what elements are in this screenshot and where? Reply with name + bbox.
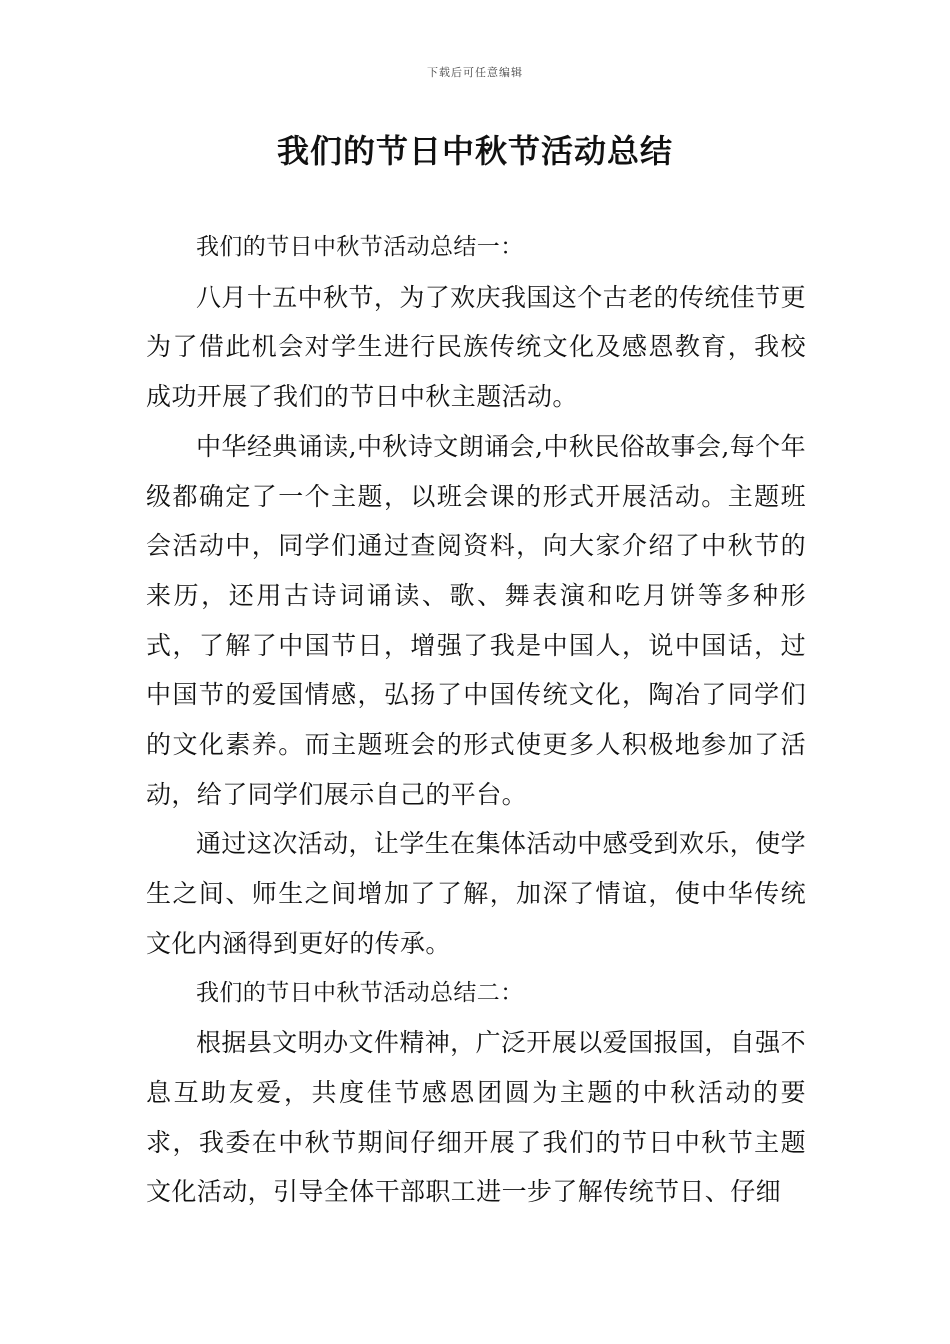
- section-heading-2: 我们的节日中秋节活动总结二：: [196, 979, 524, 1006]
- paragraph: 通过这次活动，让学生在集体活动中感受到欢乐，使学生之间、师生之间增加了了解，加深了情谊，使中华传统文化内涵得到更好的传承。: [146, 829, 806, 958]
- paragraph: 八月十五中秋节，为了欢庆我国这个古老的传统佳节更为了借此机会对学生进行民族传统文化及感恩教育，我校成功开展了我们的节日中秋主题活动。: [146, 282, 806, 412]
- header-note: 下载后可任意编辑: [427, 66, 523, 79]
- document-body: [146, 223, 806, 1217]
- paragraph: 根据县文明办文件精神，广泛开展以爱国报国，自强不息互助友爱，共度佳节感恩团圆为主题的中秋活动的要求，我委在中秋节期间仔细开展了我们的节日中秋节主题文化活动，引导全体干部职工进一步了解传统节日、仔细: [146, 1028, 806, 1207]
- section-heading-1: 我们的节日中秋节活动总结一：: [196, 234, 524, 260]
- document-title: 我们的节日中秋节活动总结: [276, 132, 673, 170]
- paragraph: 中华经典诵读,中秋诗文朗诵会,中秋民俗故事会,每个年级都确定了一个主题，以班会课的形式开展活动。主题班会活动中，同学们通过查阅资料，向大家介绍了中秋节的来历，还用古诗词诵读、歌、舞表演和吃月饼等多种形式，了解了中国节日，增强了我是中国人，说中国话，过中国节的爱国情感，弘扬了中国传统文化，陶冶了同学们的文化素养。而主题班会的形式使更多人积极地参加了活动，给了同学们展示自己的平台。: [146, 431, 806, 809]
